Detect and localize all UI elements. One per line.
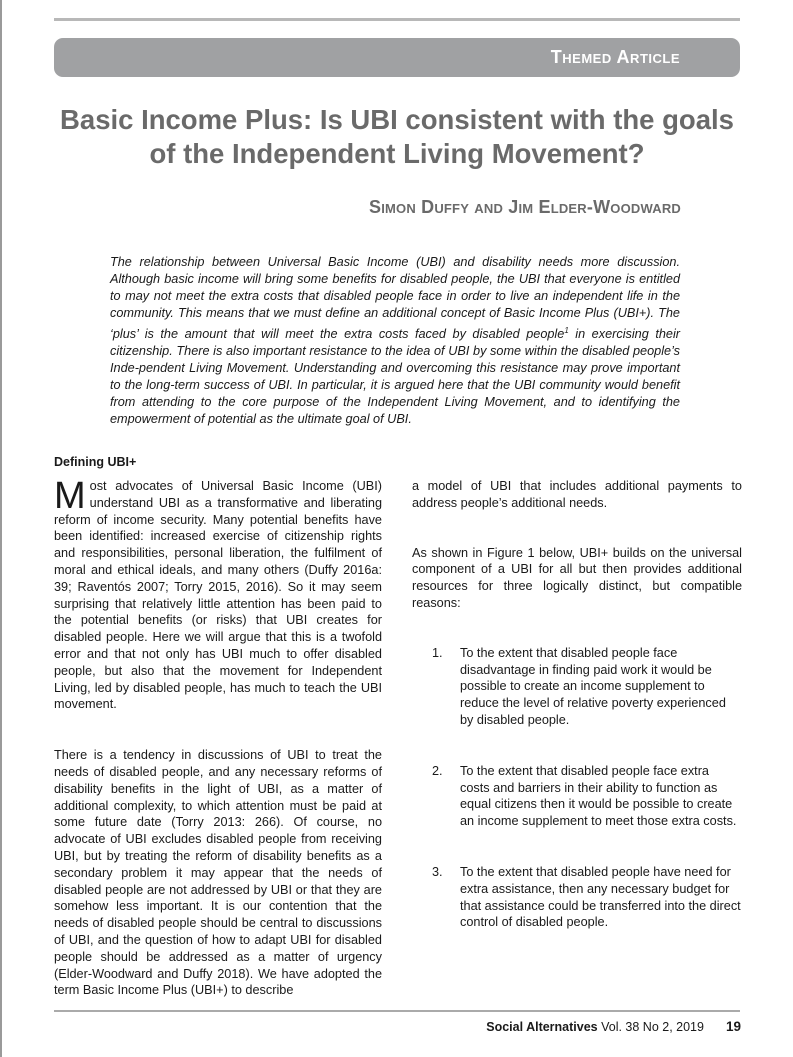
banner-label: Themed Article	[550, 47, 680, 67]
footnote-marker[interactable]: 1	[564, 326, 569, 335]
list-item-number: 1.	[432, 645, 443, 660]
section-heading: Defining UBI+	[54, 455, 137, 469]
list-item	[412, 645, 742, 729]
list-item-text: To the extent that disabled people face disadvantage in finding paid work it would be possible to create an income supplement to reduce the level of relative poverty experienced by disabled people.	[460, 645, 726, 727]
list-item-number: 3.	[432, 864, 443, 879]
body-paragraph-1	[54, 475, 382, 713]
body-paragraph-4: As shown in Figure 1 below, UBI+ builds on the universal component of a UBI for all but then provides additional resources for three logically distinct, but compatible reasons:	[412, 545, 742, 610]
list-item-number: 2.	[432, 763, 443, 778]
article-abstract	[110, 254, 680, 428]
body-paragraph-2: There is a tendency in discussions of UBI to treat the needs of disabled people, and any necessary reforms of disability benefits in the light of UBI, as a matter of additional complexity, to which attention must be paid at some future date (Torry 2013: 266). Of course, no advocate of UBI excludes disabled people from receiving UBI, but by treating the reform of disability benefits as a secondary problem it may appear that the needs of disabled people are not addressed by UBI or that they are somehow less important. It is our contention that the needs of disabled people should be central to discussions of UBI, and the question of how to adapt UBI for disabled people should be addressed as a matter of urgency (Elder-Woodward and Duffy 2018). We have adopted the term Basic Income Plus (UBI+) to describe	[54, 748, 382, 998]
list-item	[412, 864, 742, 931]
top-rule	[54, 18, 740, 21]
article-authors: Simon Duffy and Jim Elder-Woodward	[368, 197, 681, 217]
left-column	[54, 475, 382, 999]
page-edge	[0, 0, 2, 1057]
body-paragraph-3: a model of UBI that includes additional payments to address people’s additional needs.	[412, 479, 742, 510]
body-paragraph-1-text: ost advocates of Universal Basic Income (UBI) understand UBI as a transformative and liberating reform of income security. Many potential benefits have been identified: increased exercise of citizenship rights and responsibilities, personal liberation, the fulfilment of moral and ethical ideals, and many others (Duffy 2016a: 39; Raventós 2007; Torry 2015, 2016). So it may seem surprising that relatively little attention has been paid to the potential benefits (or risks) that UBI creates for disabled people. Here we will argue that this is a twofold error and that not only has UBI much to offer disabled people, but also that the movement for Independent Living, led by disabled people, has much to teach the UBI movement.	[54, 479, 382, 712]
bottom-rule	[54, 1010, 740, 1012]
abstract-text-part2: in exercising their citizenship. There is also important resistance to the idea of UBI by some within the disabled people’s Inde-pendent Living Movement. Understanding and overcoming this resistance may prove important to the long-term success of UBI. In particular, it is argued here that the UBI community would benefit from attending to the core purpose of the Independent Living Movement, and to identifying the empowerment of potential as the ultimate goal of UBI.	[110, 327, 680, 427]
list-item-text: To the extent that disabled people face extra costs and barriers in their ability to function as equal citizens then it would be possible to create an income supplement to meet those extra costs.	[460, 763, 737, 829]
right-column	[412, 478, 742, 965]
journal-issue: Vol. 38 No 2, 2019	[597, 1020, 704, 1034]
drop-cap: M	[54, 475, 86, 517]
abstract-text-part1: The relationship between Universal Basic Income (UBI) and disability needs more discussion. Although basic income will bring some benefits for disabled people, the UBI that everyone is entitled to may not meet the extra costs that disabled people face in order to live an independent life in the community. This means that we must define an additional concept of Basic Income Plus (UBI+). The ‘plus’ is the amount that will meet the extra costs faced by disabled people	[110, 255, 680, 342]
list-item	[412, 763, 742, 830]
section-banner	[54, 38, 740, 77]
article-title: Basic Income Plus: Is UBI consistent with the goals of the Independent Living Movement?	[60, 104, 734, 169]
list-item-text: To the extent that disabled people have need for extra assistance, then any necessary budget for that assistance could be transferred into the direct control of disabled people.	[460, 864, 741, 930]
page-footer	[486, 1019, 741, 1034]
reasons-list	[412, 645, 742, 931]
journal-name: Social Alternatives	[486, 1020, 598, 1034]
page-number: 19	[725, 1019, 741, 1034]
